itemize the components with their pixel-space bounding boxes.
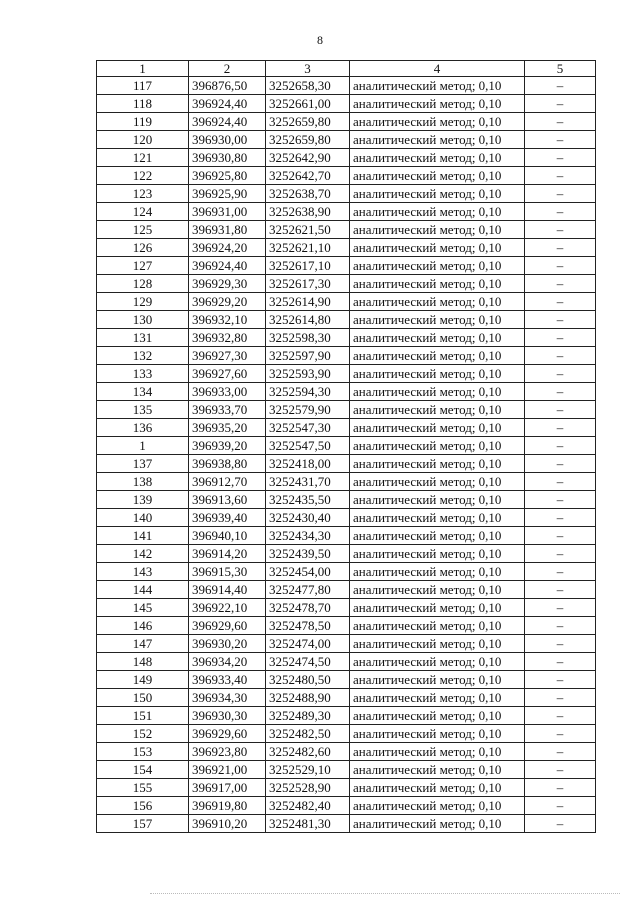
- y-coordinate-cell: 3252614,80: [266, 311, 350, 329]
- description-cell: –: [525, 761, 596, 779]
- description-cell: –: [525, 293, 596, 311]
- description-cell: –: [525, 509, 596, 527]
- point-number-cell: 134: [97, 383, 189, 401]
- method-cell: аналитический метод; 0,10: [350, 527, 525, 545]
- table-row: [97, 617, 596, 635]
- method-cell: аналитический метод; 0,10: [350, 437, 525, 455]
- description-cell: –: [525, 203, 596, 221]
- y-coordinate-cell: 3252638,70: [266, 185, 350, 203]
- x-coordinate-cell: 396930,20: [189, 635, 266, 653]
- method-cell: аналитический метод; 0,10: [350, 725, 525, 743]
- method-cell: аналитический метод; 0,10: [350, 419, 525, 437]
- description-cell: –: [525, 131, 596, 149]
- column-header-method: 4: [350, 61, 525, 77]
- point-number-cell: 122: [97, 167, 189, 185]
- column-header-description: 5: [525, 61, 596, 77]
- point-number-cell: 147: [97, 635, 189, 653]
- y-coordinate-cell: 3252478,70: [266, 599, 350, 617]
- y-coordinate-cell: 3252614,90: [266, 293, 350, 311]
- method-cell: аналитический метод; 0,10: [350, 617, 525, 635]
- table-row: [97, 635, 596, 653]
- description-cell: –: [525, 599, 596, 617]
- x-coordinate-cell: 396922,10: [189, 599, 266, 617]
- point-number-cell: 141: [97, 527, 189, 545]
- point-number-cell: 137: [97, 455, 189, 473]
- y-coordinate-cell: 3252594,30: [266, 383, 350, 401]
- table-row: [97, 95, 596, 113]
- description-cell: –: [525, 239, 596, 257]
- point-number-cell: 152: [97, 725, 189, 743]
- method-cell: аналитический метод; 0,10: [350, 113, 525, 131]
- y-coordinate-cell: 3252547,50: [266, 437, 350, 455]
- x-coordinate-cell: 396913,60: [189, 491, 266, 509]
- scan-artifact: [150, 893, 620, 898]
- method-cell: аналитический метод; 0,10: [350, 509, 525, 527]
- method-cell: аналитический метод; 0,10: [350, 149, 525, 167]
- table-row: [97, 779, 596, 797]
- table-row: [97, 347, 596, 365]
- column-header-x: 2: [189, 61, 266, 77]
- table-row: [97, 581, 596, 599]
- y-coordinate-cell: 3252482,50: [266, 725, 350, 743]
- table-row: [97, 257, 596, 275]
- x-coordinate-cell: 396914,40: [189, 581, 266, 599]
- description-cell: –: [525, 113, 596, 131]
- y-coordinate-cell: 3252617,10: [266, 257, 350, 275]
- method-cell: аналитический метод; 0,10: [350, 743, 525, 761]
- method-cell: аналитический метод; 0,10: [350, 707, 525, 725]
- table-row: [97, 293, 596, 311]
- y-coordinate-cell: 3252621,50: [266, 221, 350, 239]
- table-row: [97, 221, 596, 239]
- method-cell: аналитический метод; 0,10: [350, 491, 525, 509]
- x-coordinate-cell: 396929,60: [189, 617, 266, 635]
- description-cell: –: [525, 275, 596, 293]
- y-coordinate-cell: 3252661,00: [266, 95, 350, 113]
- table-row: [97, 239, 596, 257]
- description-cell: –: [525, 167, 596, 185]
- y-coordinate-cell: 3252489,30: [266, 707, 350, 725]
- y-coordinate-cell: 3252478,50: [266, 617, 350, 635]
- table-row: [97, 311, 596, 329]
- x-coordinate-cell: 396929,30: [189, 275, 266, 293]
- x-coordinate-cell: 396917,00: [189, 779, 266, 797]
- method-cell: аналитический метод; 0,10: [350, 131, 525, 149]
- method-cell: аналитический метод; 0,10: [350, 95, 525, 113]
- table-row: [97, 689, 596, 707]
- method-cell: аналитический метод; 0,10: [350, 689, 525, 707]
- table-row: [97, 671, 596, 689]
- point-number-cell: 153: [97, 743, 189, 761]
- point-number-cell: 131: [97, 329, 189, 347]
- description-cell: –: [525, 383, 596, 401]
- description-cell: –: [525, 149, 596, 167]
- description-cell: –: [525, 815, 596, 833]
- point-number-cell: 154: [97, 761, 189, 779]
- point-number-cell: 157: [97, 815, 189, 833]
- method-cell: аналитический метод; 0,10: [350, 401, 525, 419]
- x-coordinate-cell: 396914,20: [189, 545, 266, 563]
- method-cell: аналитический метод; 0,10: [350, 599, 525, 617]
- table-row: [97, 725, 596, 743]
- description-cell: –: [525, 221, 596, 239]
- x-coordinate-cell: 396915,30: [189, 563, 266, 581]
- point-number-cell: 126: [97, 239, 189, 257]
- table-row: [97, 77, 596, 95]
- point-number-cell: 121: [97, 149, 189, 167]
- description-cell: –: [525, 545, 596, 563]
- method-cell: аналитический метод; 0,10: [350, 455, 525, 473]
- point-number-cell: 148: [97, 653, 189, 671]
- point-number-cell: 144: [97, 581, 189, 599]
- description-cell: –: [525, 311, 596, 329]
- table-row: [97, 149, 596, 167]
- y-coordinate-cell: 3252638,90: [266, 203, 350, 221]
- x-coordinate-cell: 396931,80: [189, 221, 266, 239]
- point-number-cell: 156: [97, 797, 189, 815]
- method-cell: аналитический метод; 0,10: [350, 77, 525, 95]
- description-cell: –: [525, 419, 596, 437]
- y-coordinate-cell: 3252598,30: [266, 329, 350, 347]
- x-coordinate-cell: 396924,20: [189, 239, 266, 257]
- column-header-point-number: 1: [97, 61, 189, 77]
- method-cell: аналитический метод; 0,10: [350, 167, 525, 185]
- description-cell: –: [525, 347, 596, 365]
- x-coordinate-cell: 396930,30: [189, 707, 266, 725]
- description-cell: –: [525, 743, 596, 761]
- description-cell: –: [525, 563, 596, 581]
- table-row: [97, 329, 596, 347]
- y-coordinate-cell: 3252439,50: [266, 545, 350, 563]
- point-number-cell: 142: [97, 545, 189, 563]
- method-cell: аналитический метод; 0,10: [350, 185, 525, 203]
- description-cell: –: [525, 95, 596, 113]
- method-cell: аналитический метод; 0,10: [350, 239, 525, 257]
- point-number-cell: 133: [97, 365, 189, 383]
- table-row: [97, 545, 596, 563]
- point-number-cell: 124: [97, 203, 189, 221]
- table-row: [97, 563, 596, 581]
- table-row: [97, 275, 596, 293]
- point-number-cell: 117: [97, 77, 189, 95]
- method-cell: аналитический метод; 0,10: [350, 329, 525, 347]
- description-cell: –: [525, 617, 596, 635]
- table-row: [97, 203, 596, 221]
- point-number-cell: 119: [97, 113, 189, 131]
- y-coordinate-cell: 3252434,30: [266, 527, 350, 545]
- x-coordinate-cell: 396934,20: [189, 653, 266, 671]
- x-coordinate-cell: 396929,20: [189, 293, 266, 311]
- x-coordinate-cell: 396932,10: [189, 311, 266, 329]
- x-coordinate-cell: 396927,30: [189, 347, 266, 365]
- description-cell: –: [525, 635, 596, 653]
- point-number-cell: 136: [97, 419, 189, 437]
- x-coordinate-cell: 396910,20: [189, 815, 266, 833]
- point-number-cell: 123: [97, 185, 189, 203]
- y-coordinate-cell: 3252597,90: [266, 347, 350, 365]
- y-coordinate-cell: 3252488,90: [266, 689, 350, 707]
- x-coordinate-cell: 396925,90: [189, 185, 266, 203]
- x-coordinate-cell: 396931,00: [189, 203, 266, 221]
- method-cell: аналитический метод; 0,10: [350, 221, 525, 239]
- point-number-cell: 125: [97, 221, 189, 239]
- column-header-y: 3: [266, 61, 350, 77]
- table-row: [97, 455, 596, 473]
- x-coordinate-cell: 396919,80: [189, 797, 266, 815]
- method-cell: аналитический метод; 0,10: [350, 311, 525, 329]
- table-row: [97, 473, 596, 491]
- x-coordinate-cell: 396924,40: [189, 113, 266, 131]
- x-coordinate-cell: 396930,80: [189, 149, 266, 167]
- method-cell: аналитический метод; 0,10: [350, 635, 525, 653]
- description-cell: –: [525, 653, 596, 671]
- page-number: 8: [317, 33, 323, 47]
- point-number-cell: 149: [97, 671, 189, 689]
- y-coordinate-cell: 3252481,30: [266, 815, 350, 833]
- y-coordinate-cell: 3252579,90: [266, 401, 350, 419]
- point-number-cell: 140: [97, 509, 189, 527]
- point-number-cell: 130: [97, 311, 189, 329]
- x-coordinate-cell: 396924,40: [189, 95, 266, 113]
- y-coordinate-cell: 3252529,10: [266, 761, 350, 779]
- x-coordinate-cell: 396938,80: [189, 455, 266, 473]
- point-number-cell: 129: [97, 293, 189, 311]
- method-cell: аналитический метод; 0,10: [350, 653, 525, 671]
- method-cell: аналитический метод; 0,10: [350, 671, 525, 689]
- x-coordinate-cell: 396925,80: [189, 167, 266, 185]
- table-row: [97, 491, 596, 509]
- x-coordinate-cell: 396912,70: [189, 473, 266, 491]
- method-cell: аналитический метод; 0,10: [350, 347, 525, 365]
- table-row: [97, 527, 596, 545]
- y-coordinate-cell: 3252659,80: [266, 131, 350, 149]
- table-row: [97, 419, 596, 437]
- method-cell: аналитический метод; 0,10: [350, 383, 525, 401]
- y-coordinate-cell: 3252482,40: [266, 797, 350, 815]
- y-coordinate-cell: 3252474,50: [266, 653, 350, 671]
- y-coordinate-cell: 3252528,90: [266, 779, 350, 797]
- description-cell: –: [525, 185, 596, 203]
- point-number-cell: 150: [97, 689, 189, 707]
- table-row: [97, 401, 596, 419]
- y-coordinate-cell: 3252418,00: [266, 455, 350, 473]
- x-coordinate-cell: 396932,80: [189, 329, 266, 347]
- x-coordinate-cell: 396933,40: [189, 671, 266, 689]
- y-coordinate-cell: 3252454,00: [266, 563, 350, 581]
- y-coordinate-cell: 3252482,60: [266, 743, 350, 761]
- table-row: [97, 653, 596, 671]
- y-coordinate-cell: 3252435,50: [266, 491, 350, 509]
- y-coordinate-cell: 3252547,30: [266, 419, 350, 437]
- description-cell: –: [525, 329, 596, 347]
- y-coordinate-cell: 3252430,40: [266, 509, 350, 527]
- x-coordinate-cell: 396939,40: [189, 509, 266, 527]
- x-coordinate-cell: 396930,00: [189, 131, 266, 149]
- y-coordinate-cell: 3252477,80: [266, 581, 350, 599]
- table-row: [97, 761, 596, 779]
- method-cell: аналитический метод; 0,10: [350, 779, 525, 797]
- table-row: [97, 365, 596, 383]
- y-coordinate-cell: 3252593,90: [266, 365, 350, 383]
- point-number-cell: 151: [97, 707, 189, 725]
- method-cell: аналитический метод; 0,10: [350, 257, 525, 275]
- table-body: [97, 77, 596, 833]
- description-cell: –: [525, 689, 596, 707]
- description-cell: –: [525, 779, 596, 797]
- method-cell: аналитический метод; 0,10: [350, 761, 525, 779]
- table-row: [97, 113, 596, 131]
- method-cell: аналитический метод; 0,10: [350, 203, 525, 221]
- point-number-cell: 128: [97, 275, 189, 293]
- method-cell: аналитический метод; 0,10: [350, 581, 525, 599]
- description-cell: –: [525, 527, 596, 545]
- description-cell: –: [525, 491, 596, 509]
- point-number-cell: 135: [97, 401, 189, 419]
- y-coordinate-cell: 3252642,90: [266, 149, 350, 167]
- y-coordinate-cell: 3252621,10: [266, 239, 350, 257]
- x-coordinate-cell: 396921,00: [189, 761, 266, 779]
- x-coordinate-cell: 396923,80: [189, 743, 266, 761]
- method-cell: аналитический метод; 0,10: [350, 275, 525, 293]
- description-cell: –: [525, 401, 596, 419]
- table-row: [97, 131, 596, 149]
- method-cell: аналитический метод; 0,10: [350, 293, 525, 311]
- description-cell: –: [525, 437, 596, 455]
- method-cell: аналитический метод; 0,10: [350, 545, 525, 563]
- point-number-cell: 1: [97, 437, 189, 455]
- x-coordinate-cell: 396935,20: [189, 419, 266, 437]
- description-cell: –: [525, 77, 596, 95]
- point-number-cell: 146: [97, 617, 189, 635]
- y-coordinate-cell: 3252642,70: [266, 167, 350, 185]
- method-cell: аналитический метод; 0,10: [350, 797, 525, 815]
- x-coordinate-cell: 396934,30: [189, 689, 266, 707]
- x-coordinate-cell: 396927,60: [189, 365, 266, 383]
- point-number-cell: 127: [97, 257, 189, 275]
- table-row: [97, 383, 596, 401]
- description-cell: –: [525, 707, 596, 725]
- point-number-cell: 138: [97, 473, 189, 491]
- table-row: [97, 707, 596, 725]
- y-coordinate-cell: 3252617,30: [266, 275, 350, 293]
- y-coordinate-cell: 3252659,80: [266, 113, 350, 131]
- description-cell: –: [525, 581, 596, 599]
- point-number-cell: 118: [97, 95, 189, 113]
- table-row: [97, 599, 596, 617]
- table-row: [97, 743, 596, 761]
- table-row: [97, 815, 596, 833]
- point-number-cell: 120: [97, 131, 189, 149]
- point-number-cell: 143: [97, 563, 189, 581]
- method-cell: аналитический метод; 0,10: [350, 563, 525, 581]
- x-coordinate-cell: 396933,00: [189, 383, 266, 401]
- description-cell: –: [525, 455, 596, 473]
- description-cell: –: [525, 671, 596, 689]
- x-coordinate-cell: 396924,40: [189, 257, 266, 275]
- table-row: [97, 797, 596, 815]
- y-coordinate-cell: 3252431,70: [266, 473, 350, 491]
- method-cell: аналитический метод; 0,10: [350, 365, 525, 383]
- description-cell: –: [525, 797, 596, 815]
- table-row: [97, 437, 596, 455]
- coordinates-table: [96, 60, 596, 833]
- point-number-cell: 132: [97, 347, 189, 365]
- x-coordinate-cell: 396940,10: [189, 527, 266, 545]
- y-coordinate-cell: 3252480,50: [266, 671, 350, 689]
- description-cell: –: [525, 365, 596, 383]
- description-cell: –: [525, 473, 596, 491]
- table-row: [97, 509, 596, 527]
- description-cell: –: [525, 725, 596, 743]
- x-coordinate-cell: 396933,70: [189, 401, 266, 419]
- point-number-cell: 145: [97, 599, 189, 617]
- method-cell: аналитический метод; 0,10: [350, 815, 525, 833]
- x-coordinate-cell: 396929,60: [189, 725, 266, 743]
- description-cell: –: [525, 257, 596, 275]
- x-coordinate-cell: 396876,50: [189, 77, 266, 95]
- table-row: [97, 185, 596, 203]
- method-cell: аналитический метод; 0,10: [350, 473, 525, 491]
- point-number-cell: 155: [97, 779, 189, 797]
- table-row: [97, 167, 596, 185]
- y-coordinate-cell: 3252658,30: [266, 77, 350, 95]
- table-header-row: [97, 61, 596, 77]
- y-coordinate-cell: 3252474,00: [266, 635, 350, 653]
- x-coordinate-cell: 396939,20: [189, 437, 266, 455]
- point-number-cell: 139: [97, 491, 189, 509]
